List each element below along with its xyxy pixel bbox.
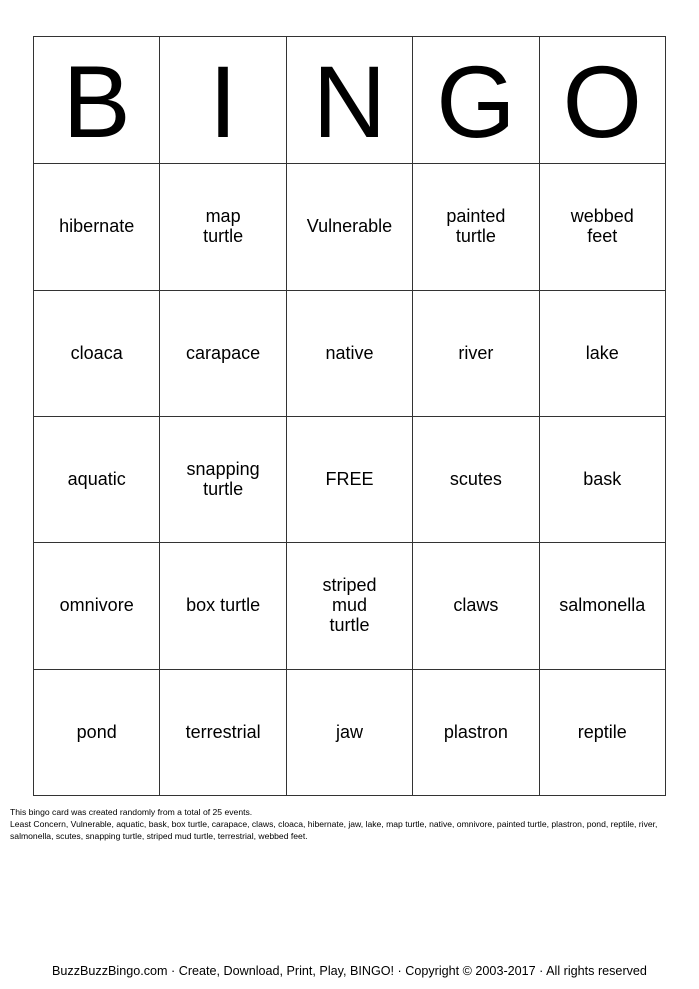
page-footer: BuzzBuzzBingo.com · Create, Download, Print, Play, BINGO! · Copyright © 2003-2017 · All rights reserved xyxy=(52,964,647,978)
header-letter: N xyxy=(312,45,387,160)
bingo-cell xyxy=(286,164,412,290)
bingo-cell xyxy=(286,669,412,795)
bingo-card xyxy=(33,36,666,796)
header-cell-b xyxy=(34,37,160,164)
header-cell-o xyxy=(539,37,665,164)
bingo-cell-text: reptile xyxy=(577,721,627,742)
header-letter: O xyxy=(562,45,642,160)
bingo-cell xyxy=(539,290,665,416)
bingo-cell xyxy=(34,669,160,795)
header-cell-i xyxy=(160,37,286,164)
bingo-cell-text: snapping turtle xyxy=(186,459,260,500)
bingo-cell-text: box turtle xyxy=(186,595,261,616)
bingo-row xyxy=(34,543,666,669)
bingo-cell xyxy=(286,290,412,416)
header-cell-n xyxy=(286,37,412,164)
bingo-cell-text: salmonella xyxy=(559,595,646,616)
card-info xyxy=(10,806,690,842)
bingo-cell-text: cloaca xyxy=(70,342,123,363)
bingo-cell xyxy=(34,164,160,290)
bingo-row xyxy=(34,669,666,795)
bingo-cell xyxy=(413,164,539,290)
bingo-header-row xyxy=(34,37,666,164)
bingo-cell xyxy=(160,543,286,669)
bingo-cell-text: claws xyxy=(453,595,499,616)
bingo-cell xyxy=(539,669,665,795)
bingo-cell-text: striped mud turtle xyxy=(322,575,377,636)
bingo-cell xyxy=(413,669,539,795)
bingo-cell-text: hibernate xyxy=(59,216,135,237)
header-letter: B xyxy=(62,45,131,160)
bingo-cell-text: native xyxy=(325,342,374,363)
bingo-row xyxy=(34,290,666,416)
bingo-cell-text: bask xyxy=(583,469,622,490)
header-cell-g xyxy=(413,37,539,164)
card-summary-text: This bingo card was created randomly from a total of 25 events. xyxy=(10,807,253,817)
bingo-cell xyxy=(160,290,286,416)
bingo-cell-text: pond xyxy=(76,721,117,742)
header-letter: I xyxy=(208,45,238,160)
bingo-cell-text: scutes xyxy=(449,469,502,490)
bingo-row xyxy=(34,416,666,542)
bingo-cell xyxy=(286,543,412,669)
bingo-cell-text: terrestrial xyxy=(185,721,261,742)
bingo-cell xyxy=(34,416,160,542)
events-list-text: Least Concern, Vulnerable, aquatic, bask, box turtle, carapace, claws, cloaca, hibernate, jaw, lake, map turtle, native, omnivore, painted turtle, plastron, pond, reptile, river, salmonella, scutes, snapping turtle, striped mud turtle, terrestrial, webbed feet. xyxy=(10,819,658,841)
bingo-cell xyxy=(413,416,539,542)
bingo-cell-text: lake xyxy=(585,342,619,363)
bingo-cell-text: carapace xyxy=(186,342,261,363)
free-space-cell xyxy=(286,416,412,542)
bingo-cell xyxy=(160,416,286,542)
bingo-cell-text: river xyxy=(458,342,494,363)
bingo-cell xyxy=(539,543,665,669)
bingo-cell xyxy=(413,290,539,416)
bingo-cell-text: jaw xyxy=(335,721,363,742)
bingo-cell xyxy=(160,164,286,290)
header-letter: G xyxy=(436,45,516,160)
bingo-cell-text: painted turtle xyxy=(446,206,506,247)
free-space-text: FREE xyxy=(325,469,374,490)
bingo-cell-text: omnivore xyxy=(59,595,134,616)
bingo-cell xyxy=(539,164,665,290)
bingo-cell-text: aquatic xyxy=(67,469,126,490)
bingo-cell xyxy=(160,669,286,795)
bingo-cell xyxy=(413,543,539,669)
bingo-cell xyxy=(539,416,665,542)
bingo-cell-text: plastron xyxy=(443,721,508,742)
bingo-cell xyxy=(34,290,160,416)
bingo-cell-text: webbed feet xyxy=(570,206,634,247)
bingo-row xyxy=(34,164,666,290)
bingo-cell xyxy=(34,543,160,669)
bingo-cell-text: map turtle xyxy=(203,206,244,247)
bingo-cell-text: Vulnerable xyxy=(306,216,393,237)
